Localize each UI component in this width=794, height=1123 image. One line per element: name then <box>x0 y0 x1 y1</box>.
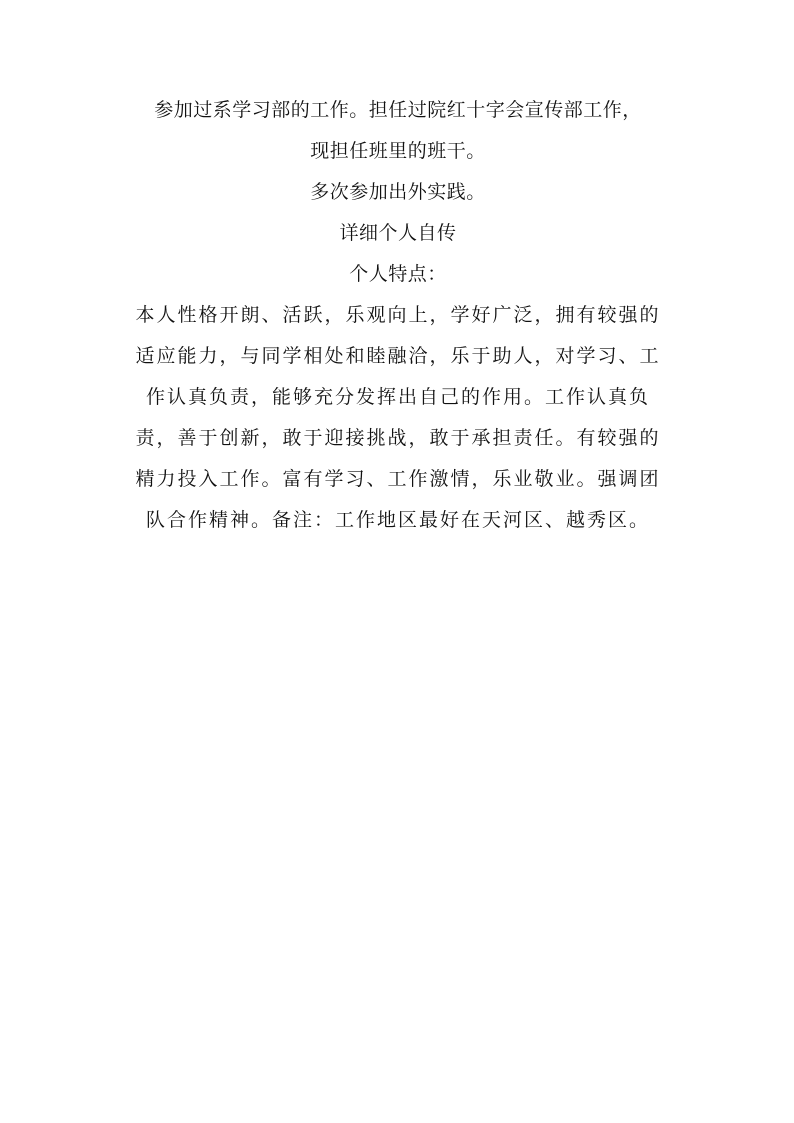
section-heading-traits: 个人特点： <box>349 263 447 285</box>
document-body <box>128 98 668 549</box>
paragraph-line: 队合作精神。备注：工作地区最好在天河区、越秀区。 <box>145 509 650 531</box>
text-line-class-cadre: 现担任班里的班干。 <box>310 140 486 162</box>
paragraph-line: 适应能力，与同学相处和睦融洽，乐于助人，对学习、工 <box>135 345 661 367</box>
text-line-experience: 参加过系学习部的工作。担任过院红十字会宣传部工作， <box>154 99 642 121</box>
text-line-practice: 多次参加出外实践。 <box>310 181 486 203</box>
section-heading-autobiography: 详细个人自传 <box>339 222 457 244</box>
paragraph-line: 责，善于创新，敢于迎接挑战，敢于承担责任。有较强的 <box>135 427 661 449</box>
traits-paragraph <box>128 303 668 532</box>
paragraph-line: 精力投入工作。富有学习、工作激情，乐业敬业。强调团 <box>135 468 661 490</box>
paragraph-line: 作认真负责，能够充分发挥出自己的作用。工作认真负 <box>145 386 650 408</box>
paragraph-line: 本人性格开朗、活跃，乐观向上，学好广泛，拥有较强的 <box>135 304 661 326</box>
